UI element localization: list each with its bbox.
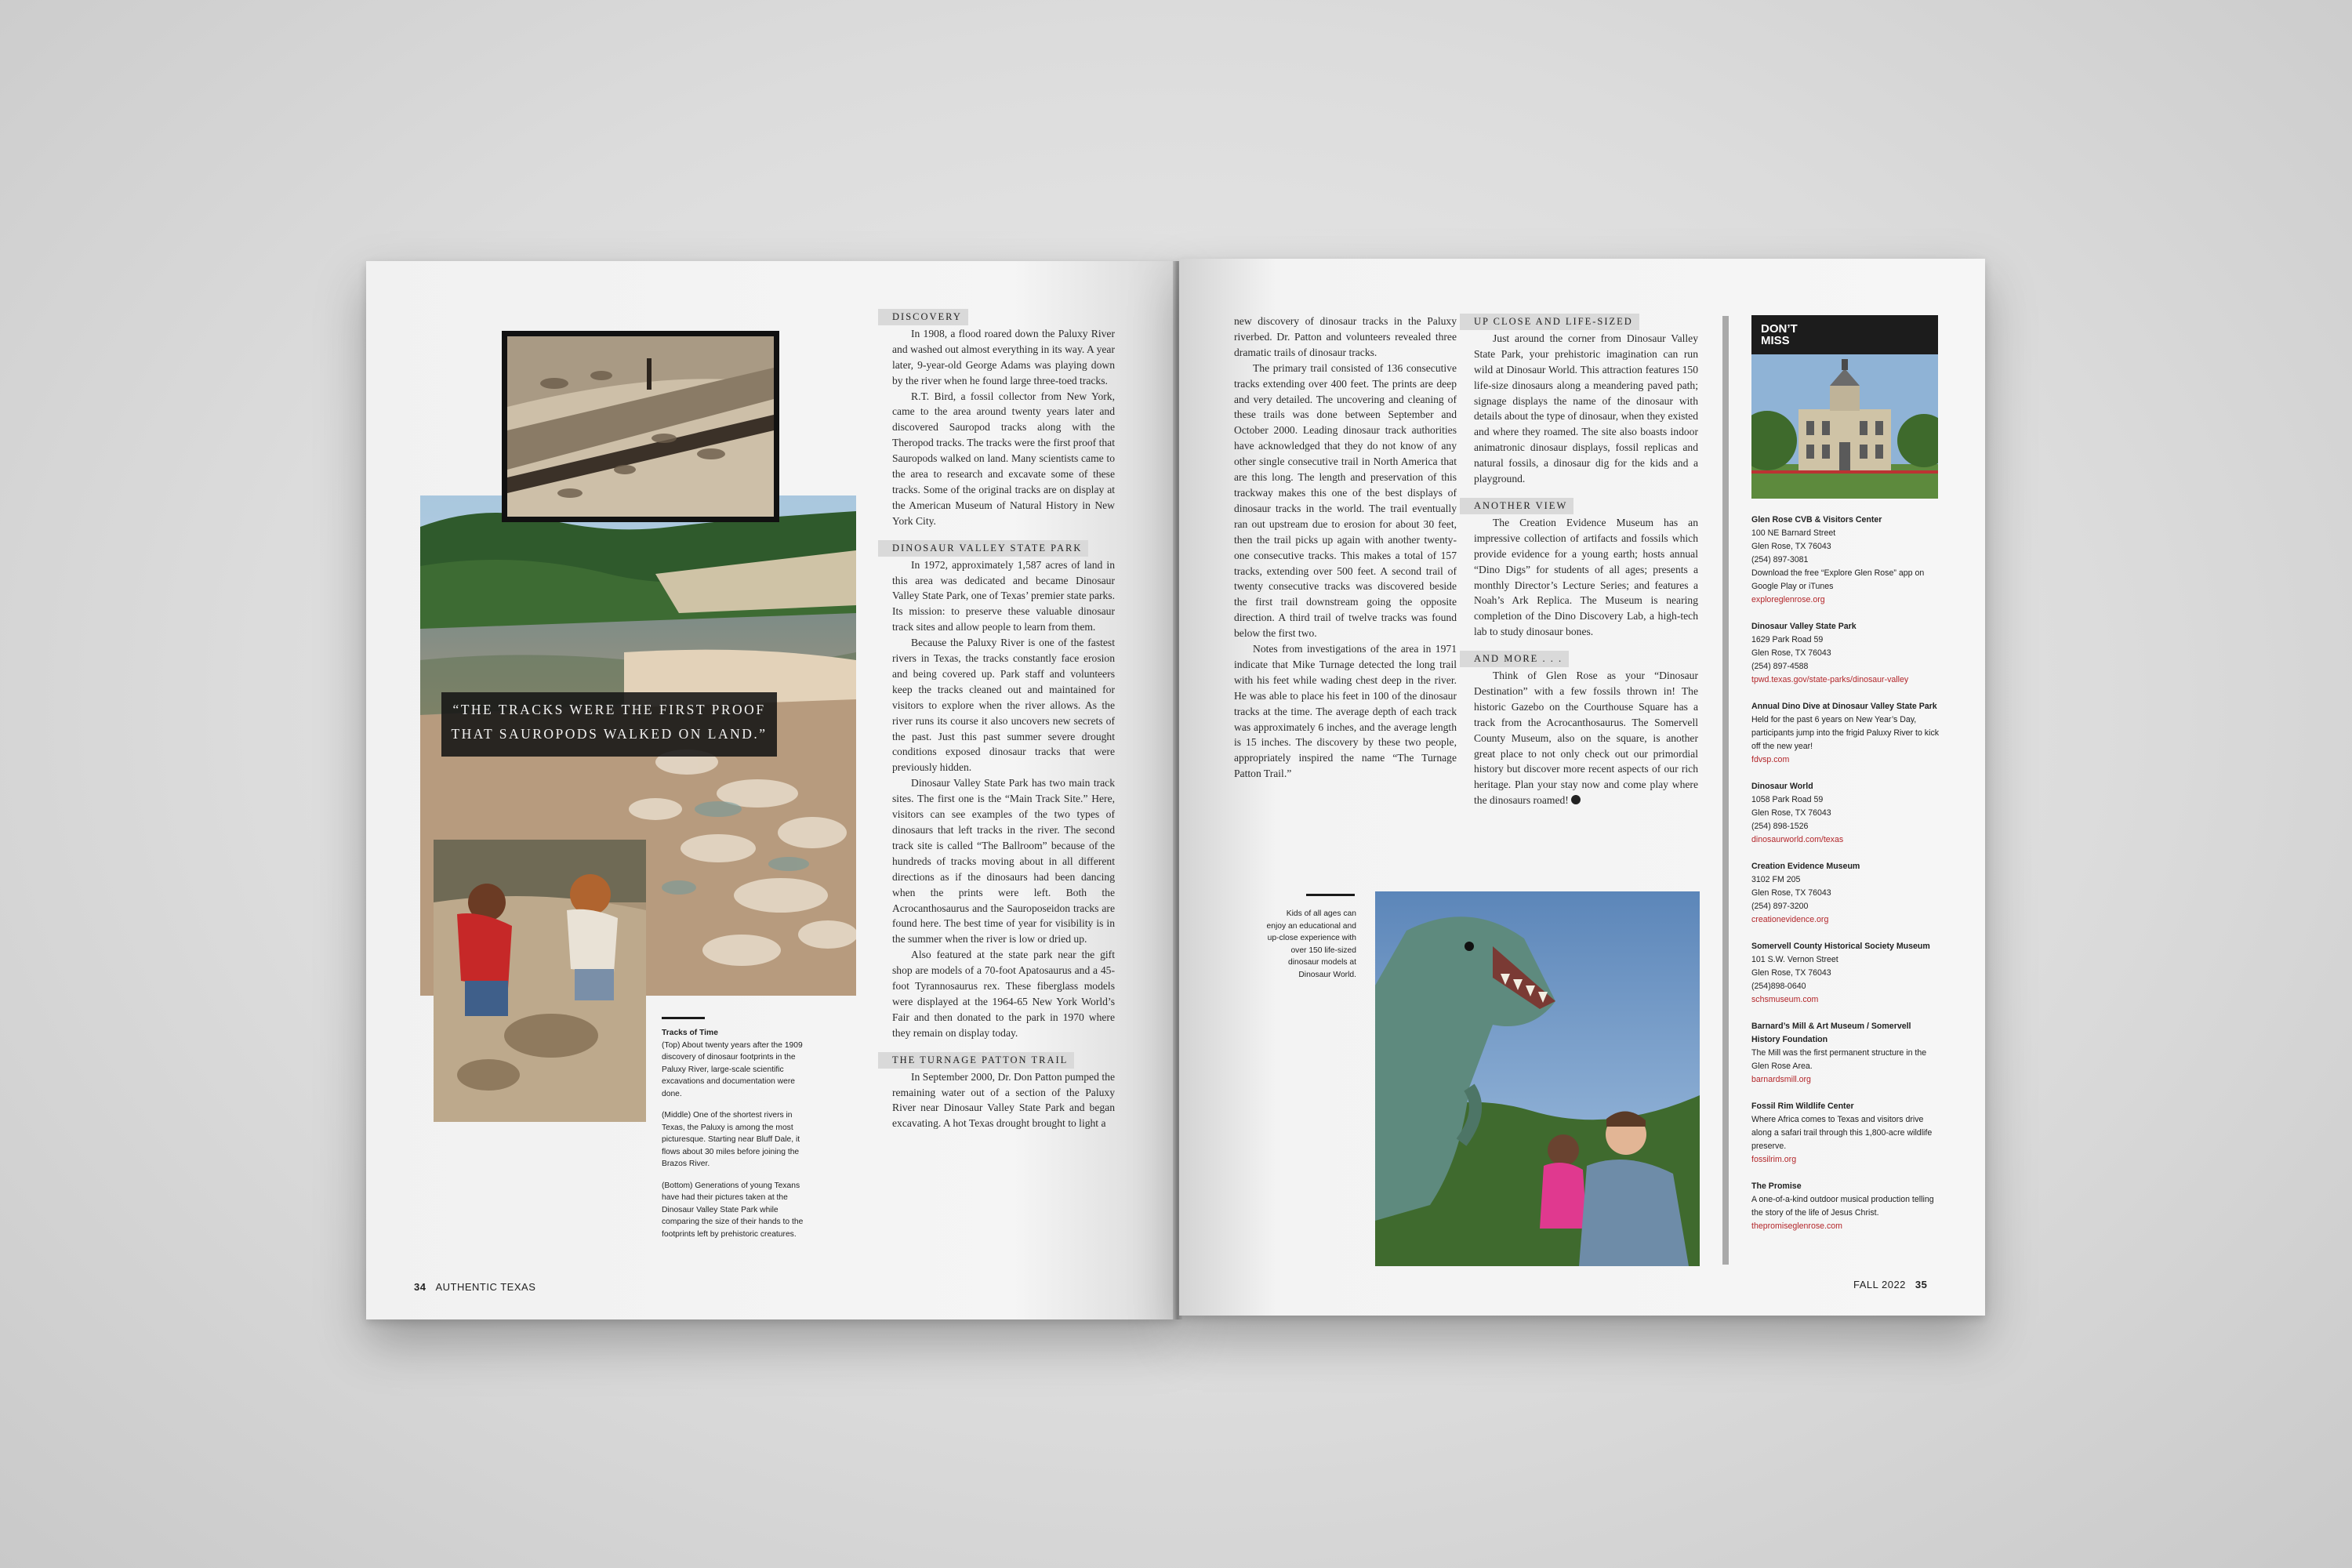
entry-link[interactable]: schsmuseum.com [1751, 995, 1819, 1004]
sidebar-entry [1751, 940, 1940, 1007]
entry-link[interactable]: thepromiseglenrose.com [1751, 1221, 1842, 1231]
page-number-right: 35 [1915, 1279, 1928, 1290]
section-discovery [892, 309, 1115, 529]
page-number-left: 34 [414, 1281, 426, 1293]
caption-title: Tracks of Time [662, 1029, 718, 1037]
entry-line: (254) 897-3200 [1751, 902, 1809, 911]
section-heading: DINOSAUR VALLEY STATE PARK [878, 540, 1088, 557]
entry-line: A one-of-a-kind outdoor musical production telling the story of the life of Jesus Christ. [1751, 1195, 1934, 1218]
dinosaur-world-photo [1375, 891, 1700, 1266]
paragraph: Just around the corner from Dinosaur Valley State Park, your prehistoric imagination can run wild at Dinosaur World. This attraction features 150 life-size dinosaurs along a meandering paved path; signage displays the name of the dinosaur with details about the type of dinosaur, when they existed and where they roamed. The site also boasts indoor animatronic dinosaur displays, fossil replicas and natural fossils, a dinosaur dig for the kids and a playground. [1474, 332, 1698, 485]
pull-quote-line-2: THAT SAUROPODS WALKED ON LAND.” [451, 726, 768, 742]
entry-link[interactable]: fossilrim.org [1751, 1155, 1797, 1164]
sidebar-entry [1751, 780, 1940, 847]
dino-photo-caption: Kids of all ages can enjoy an educational and up-close experience with over 150 life-sized dinosaur models at Dinosaur World. [1266, 909, 1356, 979]
left-folio [414, 1281, 535, 1293]
section-heading: ANOTHER VIEW [1460, 498, 1573, 514]
paragraph: The Creation Evidence Museum has an impressive collection of artifacts and fossils which provide evidence for a young earth; hosts annual “Dino Digs” for students of all ages; presents a monthly Director’s Lecture Series; and features a Noah’s Ark Replica. The Museum is nearing completion of the Dino Discovery Lab, a high-tech lab to study dinosaur bones. [1474, 516, 1698, 638]
section-heading: DISCOVERY [878, 309, 968, 325]
lead-paragraph: new discovery of dinosaur tracks in the Paluxy riverbed. Dr. Patton and volunteers revealed three dramatic trails of dinosaur tracks. [1234, 315, 1457, 358]
paragraph: The primary trail consisted of 136 consecutive tracks extending over 400 feet. The prints are deep and very detailed. The uncovering and cleaning of these trails was done between September and October 2000. Leading dinosaur track authorities have acknowledged that they do not know of any other single consecutive trail in North America that are this long. The length and preservation of this trackway makes this one of the best displays of dinosaur tracks in the world. The trail eventually ran out upstream due to erosion for about 30 feet, then the trail picks up again with another twenty-one consecutive tracks. This makes a total of 157 tracks, extending over 500 feet. A second trail of twenty consecutive tracks was discovered beside the first trail downstream going the opposite direction. A third trail of twelve tracks was found below the first two. [1234, 361, 1457, 640]
entry-link[interactable]: fdvsp.com [1751, 755, 1790, 764]
end-mark-icon [1571, 795, 1581, 804]
paragraph: Because the Paluxy River is one of the fastest rivers in Texas, the tracks constantly face erosion and being covered up. Park staff and volunteers keep the tracks cleaned out and maintained for visitors to explore when the river allows. As the river runs its course it also uncovers new secrets of the past. Just this past summer severe drought conditions exposed dinosaur tracks that were previously hidden. [892, 637, 1115, 774]
entry-line: Glen Rose, TX 76043 [1751, 808, 1831, 818]
entry-link[interactable]: tpwd.texas.gov/state-parks/dinosaur-valley [1751, 675, 1909, 684]
paragraph: In 1908, a flood roared down the Paluxy River and washed out almost everything in its way. A year later, 9-year-old George Adams was playing down by the river when he found large three-toed tracks. [892, 327, 1115, 387]
caption-rule [662, 1017, 705, 1019]
section-turnage-patton [892, 1052, 1115, 1132]
pull-quote-line-1: “THE TRACKS WERE THE FIRST PROOF [452, 702, 766, 717]
section-and-more [1474, 651, 1698, 808]
entry-name: Fossil Rim Wildlife Center [1751, 1102, 1854, 1111]
entry-line: Glen Rose, TX 76043 [1751, 648, 1831, 658]
kids-tracks-photo [434, 840, 646, 1122]
section-dinosaur-valley [892, 540, 1115, 1041]
article-column-right-2 [1474, 314, 1698, 808]
dino-caption-rule [1306, 894, 1355, 896]
entry-line: Glen Rose, TX 76043 [1751, 888, 1831, 898]
magazine-title: AUTHENTIC TEXAS [435, 1281, 536, 1293]
paragraph: In 1972, approximately 1,587 acres of land in this area was dedicated and became Dinosaur Valley State Park, one of Texas’ premier state parks. Its mission: to preserve these valuable dinosaur track sites and allow people to learn from them. [892, 558, 1115, 633]
entry-name: Annual Dino Dive at Dinosaur Valley State Park [1751, 702, 1937, 711]
section-heading: AND MORE . . . [1460, 651, 1569, 667]
entry-line: (254) 897-3081 [1751, 555, 1809, 564]
entry-link[interactable]: dinosaurworld.com/texas [1751, 835, 1844, 844]
entry-line: Held for the past 6 years on New Year’s Day, participants jump into the frigid Paluxy River to kick off the new year! [1751, 715, 1940, 751]
courthouse-photo [1751, 354, 1938, 499]
paragraph: Also featured at the state park near the gift shop are models of a 70-foot Apatosaurus and a 45-foot Tyrannosaurus rex. These fiberglass models were displayed at the 1964-65 New York World’s Fair and then donated to the park in 1970 where they remain on display today. [892, 949, 1115, 1039]
entry-name: Dinosaur World [1751, 782, 1813, 791]
paragraph: In September 2000, Dr. Don Patton pumped the remaining water out of a section of the Paluxy River near Dinosaur Valley State Park and began excavating. A hot Texas drought brought to light a [892, 1070, 1115, 1130]
entry-line: Download the free “Explore Glen Rose” app on Google Play or iTunes [1751, 568, 1925, 591]
entry-name: Dinosaur Valley State Park [1751, 622, 1857, 631]
entry-name: Somervell County Historical Society Museum [1751, 942, 1930, 951]
entry-line: Glen Rose, TX 76043 [1751, 968, 1831, 978]
sidebar-entry [1751, 514, 1940, 607]
article-column-left [892, 309, 1115, 1131]
issue-date: FALL 2022 [1853, 1279, 1906, 1290]
entry-line: (254) 897-4588 [1751, 662, 1809, 671]
entry-line: 1629 Park Road 59 [1751, 635, 1824, 644]
excavation-photo [502, 331, 779, 522]
entry-name: The Promise [1751, 1181, 1802, 1191]
entry-link[interactable]: exploreglenrose.org [1751, 595, 1825, 604]
entry-line: 101 S.W. Vernon Street [1751, 955, 1838, 964]
entry-name: Barnard’s Mill & Art Museum / Somervell History Foundation [1751, 1022, 1911, 1044]
paragraph: Notes from investigations of the area in 1971 indicate that Mike Turnage detected the long trail with his feet while wading chest deep in the river. He was able to place his feet in 100 of the dinosaur tracks at the time. The average depth of each track was approximately 6 inches, and the average length is 15 inches. The discovery by these two people, appropriately inspired the name “The Turnage Patton Trail.” [1234, 643, 1457, 780]
pull-quote [441, 692, 777, 757]
sidebar-entry [1751, 1020, 1940, 1087]
sidebar-divider [1722, 316, 1729, 1265]
entry-name: Creation Evidence Museum [1751, 862, 1860, 871]
entry-line: 100 NE Barnard Street [1751, 528, 1836, 538]
entry-name: Glen Rose CVB & Visitors Center [1751, 515, 1882, 524]
entry-line: 3102 FM 205 [1751, 875, 1801, 884]
sidebar-entry [1751, 700, 1940, 767]
sidebar-entry [1751, 1100, 1940, 1167]
entry-line: (254)898-0640 [1751, 982, 1806, 991]
caption-middle: (Middle) One of the shortest rivers in Texas, the Paluxy is among the most picturesque. Starting near Bluff Dale, it flows about 30 miles before joining the Brazos River. [662, 1111, 800, 1168]
paragraph: Dinosaur Valley State Park has two main track sites. The first one is the “Main Track Site.” Here, visitors can see examples of the two types of dinosaurs that left tracks in the river. The second track site is called “The Ballroom” because of the hundreds of tracks moving about in all different directions as if the dinosaurs had been dancing when the prints were left. Both the Acrocanthosaurus and the Sauroposeidon tracks are found here. The best time of year for visibility is in the summer when the river is low or dried up. [892, 777, 1115, 946]
entry-line: (254) 898-1526 [1751, 822, 1809, 831]
section-heading: UP CLOSE AND LIFE-SIZED [1460, 314, 1639, 330]
article-column-right-1 [1234, 314, 1457, 782]
paragraph: Think of Glen Rose as your “Dinosaur Destination” with a few fossils thrown in! The historic Gazebo on the Courthouse Square has a track from the Acrocanthosaurus. The Somervell County Museum, also on the square, is another great place to not only check out our primordial history but discover more recent aspects of our rich heritage. Plan your stay now and come play where the dinosaurs roamed! [1474, 670, 1698, 807]
photo-captions [662, 1027, 817, 1250]
sidebar-entry [1751, 860, 1940, 927]
entry-line: Where Africa comes to Texas and visitors drive along a safari trail through this 1,800-acre wildlife preserve. [1751, 1115, 1933, 1151]
entry-line: The Mill was the first permanent structure in the Glen Rose Area. [1751, 1048, 1927, 1071]
sidebar-entry [1751, 620, 1940, 687]
entry-line: 1058 Park Road 59 [1751, 795, 1824, 804]
dont-miss-badge: DON’T MISS [1751, 315, 1938, 354]
paragraph: R.T. Bird, a fossil collector from New York, came to the area around twenty years later and discovered Sauropod tracks along with the Theropod tracks. The tracks were the first proof that Sauropods walked on land. Many scientists came to the area to research and excavate some of these tracks. Some of the original tracks are on display at the American Museum of Natural History in New York City. [892, 390, 1115, 527]
section-heading: THE TURNAGE PATTON TRAIL [878, 1052, 1074, 1069]
dont-miss-list [1751, 514, 1940, 1247]
caption-top: Tracks of Time (Top) About twenty years after the 1909 discovery of dinosaur footprints in the Paluxy River, large-scale scientific excavations and documentation were done. [662, 1029, 803, 1098]
entry-link[interactable]: barnardsmill.org [1751, 1075, 1811, 1084]
right-folio [1853, 1279, 1927, 1290]
section-another-view [1474, 498, 1698, 640]
sidebar-entry [1751, 1180, 1940, 1233]
entry-line: Glen Rose, TX 76043 [1751, 542, 1831, 551]
entry-link[interactable]: creationevidence.org [1751, 915, 1829, 924]
caption-bottom: (Bottom) Generations of young Texans have had their pictures taken at the Dinosaur Valley State Park while comparing the size of their hands to the footprints left by prehistoric creatures. [662, 1181, 804, 1239]
section-up-close [1474, 314, 1698, 487]
